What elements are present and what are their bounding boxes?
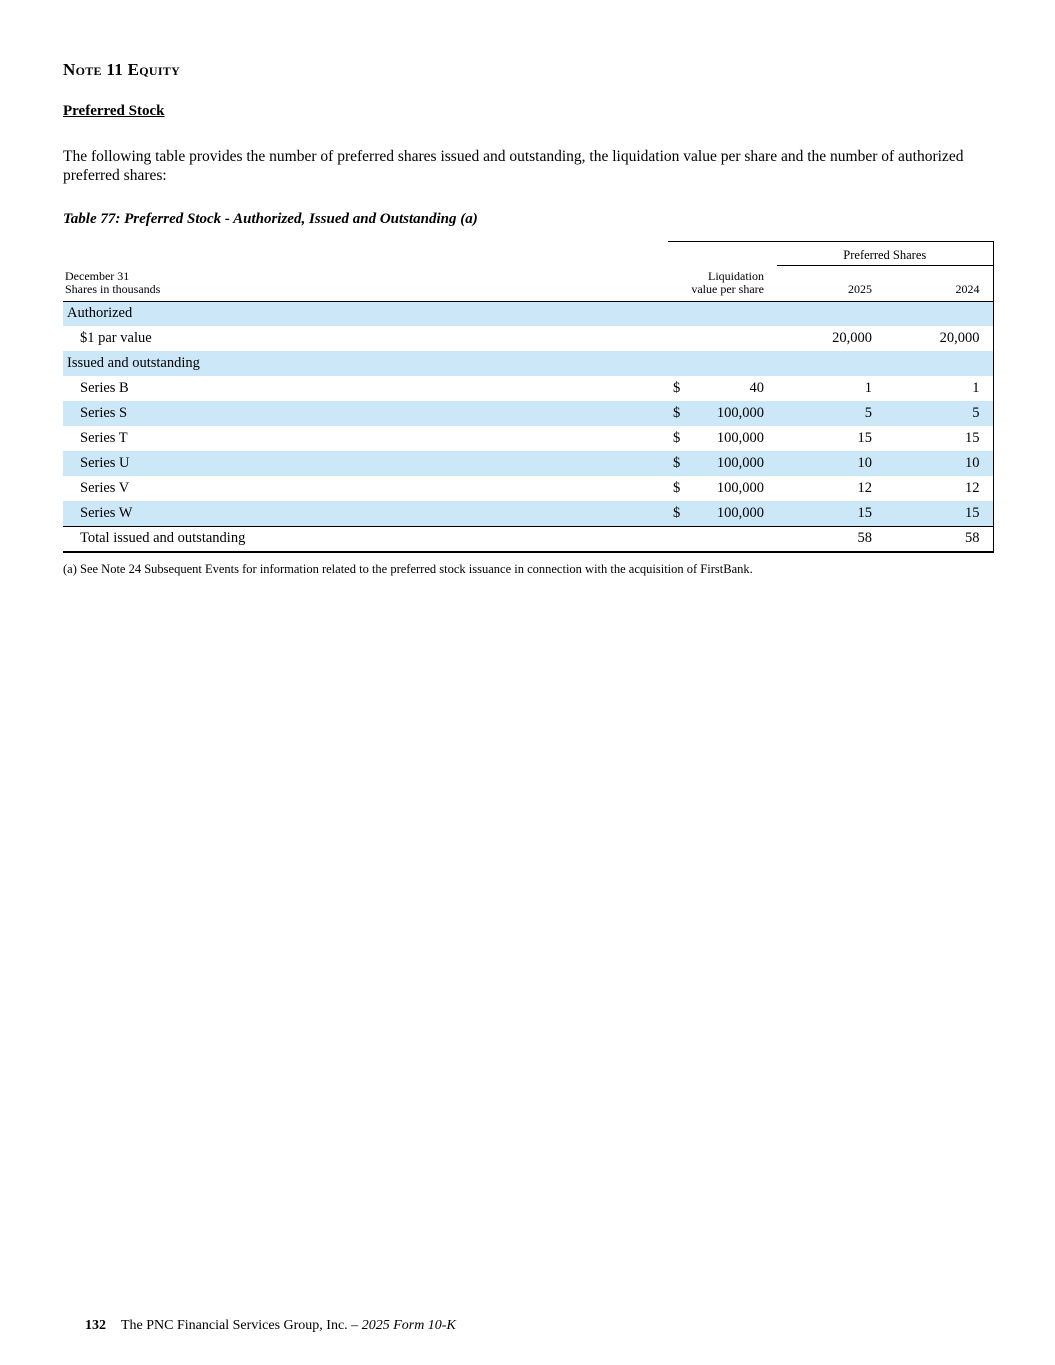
group-header-preferred-shares: Preferred Shares (777, 242, 993, 266)
row-label-cell: Issued and outstanding (63, 351, 993, 376)
liquidation-amount: 100,000 (716, 480, 764, 497)
table-body (63, 301, 993, 552)
column-header-2025: 2025 (777, 266, 885, 301)
row-label-cell: Series V (80, 480, 130, 497)
liquidation-value (668, 430, 777, 447)
table-row (63, 401, 993, 426)
liquidation-amount: 100,000 (716, 405, 764, 422)
row-label-header-cell (63, 266, 668, 301)
page-content (0, 0, 1055, 577)
liquidation-cell (668, 376, 777, 401)
value-2024-cell: 20,000 (885, 326, 993, 351)
footer-company-name: The PNC Financial Services Group, Inc. – (121, 1318, 362, 1333)
liquidation-cell (668, 426, 777, 451)
row-label-cell: Series B (80, 380, 129, 397)
page-footer (85, 1318, 456, 1334)
value-2024-cell: 15 (885, 501, 993, 526)
intro-paragraph: The following table provides the number of preferred shares issued and outstanding, the liquidation value per share and the number of authorized preferred shares: (63, 148, 964, 185)
liquidation-amount: 100,000 (716, 430, 764, 447)
dollar-sign: $ (673, 430, 681, 447)
liquidation-amount: 40 (749, 380, 764, 397)
table-header-row (63, 266, 993, 301)
row-label-cell: $1 par value (80, 330, 152, 347)
dollar-sign: $ (673, 480, 681, 497)
liquidation-cell (668, 451, 777, 476)
dollar-sign: $ (673, 455, 681, 472)
table-row (63, 451, 993, 476)
header-value-per-share: value per share (691, 282, 764, 297)
footer-form-name: 2025 Form 10-K (361, 1318, 456, 1333)
header-liquidation: Liquidation (708, 268, 764, 283)
empty-liquidation-header-cell (668, 242, 777, 266)
row-label-cell: Series W (63, 501, 668, 526)
table-title: Table 77: Preferred Stock - Authorized, Issued and Outstanding (a) (63, 211, 478, 228)
section-heading-preferred-stock: Preferred Stock (63, 103, 165, 119)
value-2024-cell: 5 (885, 401, 993, 426)
value-2024-cell: 12 (885, 476, 993, 501)
table-row (63, 501, 993, 526)
dollar-sign: $ (673, 405, 681, 422)
liquidation-header-cell (668, 266, 777, 301)
liquidation-cell (668, 526, 777, 552)
liquidation-value (668, 480, 777, 497)
value-2024-cell: 15 (885, 426, 993, 451)
liquidation-amount: 100,000 (716, 455, 764, 472)
liquidation-amount: 100,000 (716, 504, 764, 521)
section-row (63, 351, 993, 376)
liquidation-value (668, 455, 777, 472)
row-label-cell: Series S (63, 401, 668, 426)
table-row (63, 376, 993, 401)
value-2024-cell: 58 (885, 526, 993, 552)
table-group-header-row (63, 242, 993, 266)
value-2025-cell: 12 (857, 480, 872, 497)
liquidation-cell (668, 401, 777, 426)
value-2024-cell: 1 (885, 376, 993, 401)
table-row (63, 476, 993, 501)
value-2025-cell: 20,000 (832, 330, 872, 347)
value-2024-cell: 10 (885, 451, 993, 476)
dollar-sign: $ (673, 504, 681, 521)
row-label-cell: Authorized (63, 301, 993, 326)
liquidation-value (668, 380, 777, 397)
preferred-stock-table (63, 241, 994, 552)
value-2025-cell: 58 (777, 526, 885, 552)
liquidation-cell (668, 326, 777, 351)
section-row (63, 301, 993, 326)
liquidation-value (668, 405, 777, 422)
header-shares-in-thousands: Shares in thousands (65, 282, 161, 297)
note-heading: Note 11 Equity (63, 60, 181, 79)
value-2025-cell: 15 (777, 501, 885, 526)
row-label-cell: Series U (63, 451, 668, 476)
value-2025-cell: 10 (777, 451, 885, 476)
footer-page-number: 132 (85, 1318, 106, 1333)
value-2025-cell: 15 (857, 430, 872, 447)
header-december-31: December 31 (65, 268, 130, 283)
table-footnote: (a) See Note 24 Subsequent Events for information related to the preferred stock issuance in connection with the acquisition of FirstBank. (63, 561, 753, 576)
table-row (63, 426, 993, 451)
value-2025-cell: 5 (777, 401, 885, 426)
liquidation-cell (668, 501, 777, 526)
value-2025-cell: 1 (864, 380, 872, 397)
row-label-cell: Series T (80, 430, 128, 447)
table-row (63, 326, 993, 351)
row-label-cell: Total issued and outstanding (63, 526, 668, 552)
liquidation-cell (668, 476, 777, 501)
liquidation-value (668, 505, 777, 522)
total-row (63, 526, 993, 552)
empty-header-cell (63, 242, 668, 266)
column-header-2024: 2024 (885, 266, 993, 301)
dollar-sign: $ (673, 380, 681, 397)
